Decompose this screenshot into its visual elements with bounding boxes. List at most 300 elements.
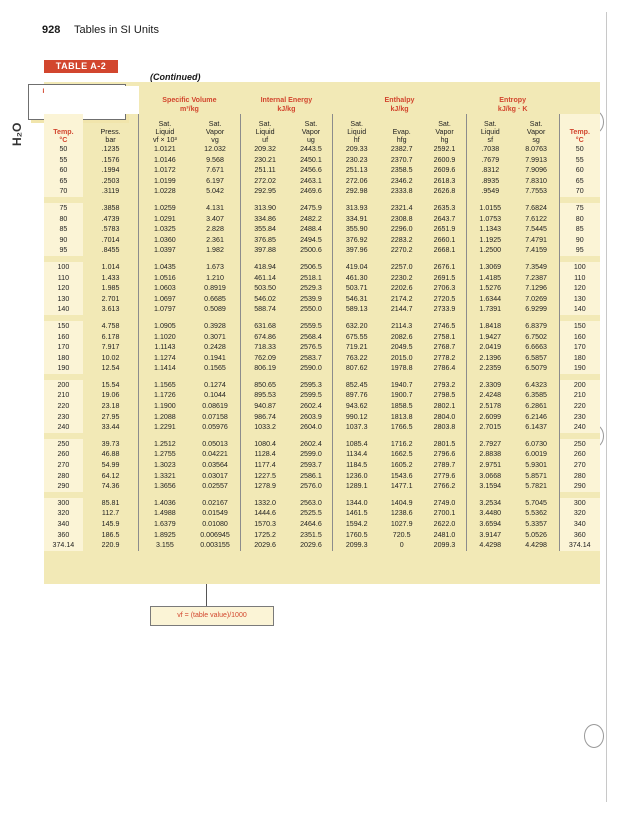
table-cell: 0.2428 <box>204 343 226 352</box>
table-cell: 1.3069 <box>466 262 513 273</box>
table-cell: 6.197 <box>206 176 224 185</box>
table-row <box>44 380 600 391</box>
table-row <box>44 439 600 450</box>
table-cell: .2503 <box>101 176 120 185</box>
table-row <box>44 519 600 530</box>
table-cell: 6.1437 <box>525 423 547 432</box>
table-cell: 719.21 <box>333 342 380 353</box>
table-cell: 2563.0 <box>300 498 322 507</box>
table-cell: 588.74 <box>240 304 290 315</box>
table-cell: 3.0668 <box>466 471 513 482</box>
table-cell: 2082.6 <box>390 332 413 341</box>
table-cell: 5.9301 <box>525 461 547 470</box>
table-cell: 3.4480 <box>466 508 513 519</box>
table-cell: 7.4791 <box>525 235 547 244</box>
table-cell: 2758.1 <box>433 332 456 341</box>
table-cell: 15.54 <box>101 380 120 389</box>
table-cell: 1461.5 <box>333 508 380 519</box>
table-cell: 2.0419 <box>466 342 513 353</box>
table-cell: 1.210 <box>206 273 224 282</box>
table-cell: 0.03017 <box>202 471 228 480</box>
table-cell: 2.6099 <box>466 412 513 423</box>
table-cell: 340 <box>44 519 83 530</box>
table-cell: 240 <box>559 422 600 433</box>
table-row <box>44 214 600 225</box>
table-cell: 1.1143 <box>139 342 191 353</box>
table-cell: 5.5362 <box>525 509 547 518</box>
table-cell: 2.9751 <box>466 460 513 471</box>
table-cell: .7038 <box>466 144 513 155</box>
table-cell: 1.0325 <box>139 224 191 235</box>
table-cell: 2804.0 <box>433 412 456 421</box>
table-cell: 6.8379 <box>525 321 547 330</box>
table-cell: 1.0228 <box>139 186 191 197</box>
saturated-water-table <box>44 86 600 551</box>
table-cell: 1.982 <box>206 246 224 255</box>
table-cell: 2144.7 <box>390 305 413 314</box>
table-cell: 1.0397 <box>139 245 191 256</box>
table-cell: 7.9096 <box>525 166 547 175</box>
table-cell: 220 <box>559 401 600 412</box>
table-cell: 1.2291 <box>139 422 191 433</box>
table-cell: 2602.4 <box>300 402 322 411</box>
table-cell: 2114.3 <box>391 321 413 330</box>
table-cell: 7.0269 <box>525 294 547 303</box>
table-cell: 6.4323 <box>525 380 547 389</box>
table-cell: 6.6663 <box>525 343 547 352</box>
table-cell: 2015.0 <box>390 353 413 362</box>
table-cell: 2789.7 <box>433 461 456 470</box>
table-row <box>44 449 600 460</box>
table-cell: 210 <box>559 390 600 401</box>
table-cell: 140 <box>44 304 83 315</box>
column-header-row <box>44 114 600 144</box>
table-cell: 70 <box>44 186 83 197</box>
table-cell: 374.14 <box>559 540 600 551</box>
table-cell: 397.88 <box>240 245 290 256</box>
table-cell: 1940.7 <box>390 380 413 389</box>
table-cell: 7.671 <box>206 166 224 175</box>
table-cell: 180 <box>559 353 600 364</box>
table-cell: 1080.4 <box>240 439 290 450</box>
table-cell: 0.006945 <box>200 530 230 539</box>
table-cell: 2525.5 <box>300 509 322 518</box>
table-cell: 1605.2 <box>390 461 413 470</box>
table-cell: 7.1296 <box>525 284 547 293</box>
table-cell: 2592.1 <box>433 145 456 153</box>
table-cell: 23.18 <box>101 402 120 411</box>
table-cell: 1177.4 <box>240 460 290 471</box>
table-cell: 2568.4 <box>300 332 322 341</box>
table-row <box>44 460 600 471</box>
table-cell: 2635.3 <box>433 203 456 212</box>
table-cell: 1.2755 <box>139 449 191 460</box>
table-cell: 95 <box>559 245 600 256</box>
table-cell: 260 <box>44 449 83 460</box>
table-row <box>44 540 600 551</box>
table-cell: 50 <box>559 144 600 155</box>
table-cell: 0.3928 <box>204 321 226 330</box>
table-cell: 2793.2 <box>433 380 456 389</box>
table-cell: 2481.0 <box>433 530 456 539</box>
table-cell: 1332.0 <box>240 498 290 509</box>
table-body <box>44 144 600 551</box>
table-cell: 2786.4 <box>433 364 456 373</box>
table-cell: 2643.7 <box>433 214 456 223</box>
table-cell: .3119 <box>101 187 120 196</box>
table-cell: 0.05013 <box>202 439 228 448</box>
table-cell: .7014 <box>101 235 120 244</box>
table-cell: 280 <box>44 471 83 482</box>
table-cell: 0 <box>399 541 404 550</box>
table-cell: 503.71 <box>333 283 380 294</box>
table-cell: 160 <box>559 332 600 343</box>
table-row <box>44 224 600 235</box>
table-cell: 2456.6 <box>300 166 322 175</box>
table-cell: 1477.1 <box>390 482 413 491</box>
table-cell: 120 <box>559 283 600 294</box>
table-cell: 1134.4 <box>333 449 380 460</box>
table-cell: 55 <box>559 155 600 166</box>
table-cell: 1027.9 <box>390 520 413 528</box>
group-enthalpy: Enthalpy kJ/kg <box>384 96 415 113</box>
table-cell: 1184.5 <box>333 460 380 471</box>
table-row <box>44 155 600 166</box>
table-cell: 230 <box>559 412 600 423</box>
table-cell: 272.06 <box>333 176 380 187</box>
group-entropy: Entropy kJ/kg · K <box>497 96 528 113</box>
table-cell: 0.1941 <box>204 353 226 362</box>
table-cell: 2778.2 <box>433 353 456 362</box>
table-cell: 2559.5 <box>300 321 322 330</box>
table-cell: 7.8310 <box>525 176 547 185</box>
table-cell: 2733.9 <box>433 305 456 314</box>
table-cell: 762.09 <box>240 353 290 364</box>
header-temp-right: Temp. °C <box>559 114 600 144</box>
table-cell: 2.7015 <box>466 422 513 433</box>
table-cell: 0.02557 <box>202 482 228 491</box>
table-cell: 70 <box>559 186 600 197</box>
table-cell: 763.22 <box>333 353 380 364</box>
table-cell: 145.9 <box>101 520 120 528</box>
table-cell: 2257.0 <box>390 262 413 271</box>
continued-note: (Continued) <box>150 72 201 82</box>
table-cell: .8935 <box>466 176 513 187</box>
table-cell: .1576 <box>101 155 120 164</box>
table-cell: 2609.6 <box>433 166 456 175</box>
table-cell: 360 <box>559 530 600 541</box>
table-cell: 355.90 <box>333 224 380 235</box>
header-press: Press. bar <box>100 128 121 144</box>
table-cell: 55 <box>44 155 83 166</box>
table-cell: 1.0146 <box>139 155 191 166</box>
table-cell: 2602.4 <box>300 439 322 448</box>
header-temp: Temp. °C <box>44 114 83 144</box>
table-cell: 2550.0 <box>300 305 322 314</box>
table-cell: 674.86 <box>240 332 290 343</box>
table-cell: 200 <box>44 380 83 391</box>
table-cell: 1.0697 <box>139 294 191 305</box>
table-cell: 6.3585 <box>525 391 547 400</box>
table-cell: 1289.1 <box>333 481 380 492</box>
running-title: Tables in SI Units <box>74 24 159 36</box>
table-cell: 2539.9 <box>300 294 322 303</box>
table-cell: 85 <box>44 224 83 235</box>
table-cell: 2518.1 <box>300 273 322 282</box>
table-cell: 1.3023 <box>139 460 191 471</box>
table-cell: 85.81 <box>101 498 120 507</box>
table-cell: 2469.6 <box>300 187 322 196</box>
table-cell: 986.74 <box>240 412 290 423</box>
table-cell: 943.62 <box>333 401 380 412</box>
table-cell: 1236.0 <box>333 471 380 482</box>
table-cell: 852.45 <box>333 380 380 391</box>
table-cell: 251.11 <box>240 165 290 176</box>
table-cell: 210 <box>44 390 83 401</box>
table-cell: 313.93 <box>333 203 380 214</box>
table-cell: 2463.1 <box>300 176 322 185</box>
table-cell: 80 <box>44 214 83 225</box>
table-cell: 2.4248 <box>466 390 513 401</box>
table-cell: 292.95 <box>240 186 290 197</box>
table-cell: 897.76 <box>333 390 380 401</box>
table-row <box>44 412 600 423</box>
table-cell: 2618.3 <box>433 176 456 185</box>
table-cell: 209.32 <box>240 144 290 155</box>
table-cell: 1813.8 <box>390 412 413 421</box>
table-cell: 160 <box>44 332 83 343</box>
table-cell: .5783 <box>101 225 120 234</box>
table-cell: 5.8571 <box>525 471 547 480</box>
table-cell: 2.3309 <box>466 380 513 391</box>
table-cell: 1.5276 <box>466 283 513 294</box>
table-cell: 230.21 <box>240 155 290 166</box>
table-cell: 2351.5 <box>300 530 322 539</box>
table-cell: 1.2088 <box>139 412 191 423</box>
header-hfg: Evap. hfg <box>392 128 411 144</box>
table-cell: 374.14 <box>44 540 83 551</box>
table-cell: 807.62 <box>333 363 380 374</box>
table-cell: 2802.1 <box>433 402 456 411</box>
table-cell: 7.917 <box>101 343 120 352</box>
table-cell: 6.5857 <box>525 353 547 362</box>
table-cell: 2595.3 <box>300 380 322 389</box>
table-cell: 200 <box>559 380 600 391</box>
table-cell: 1725.2 <box>240 530 290 541</box>
table-cell: 1.433 <box>101 273 120 282</box>
table-cell: 2700.1 <box>433 509 456 518</box>
table-cell: 2.7927 <box>466 439 513 450</box>
table-cell: 1.6379 <box>139 519 191 530</box>
page-edge <box>606 12 607 802</box>
table-cell: 1.4036 <box>139 498 191 509</box>
table-cell: 3.6594 <box>466 519 513 530</box>
table-cell: 1.0753 <box>466 214 513 225</box>
header-vg: Sat. Vapor vg <box>205 120 225 144</box>
table-cell: 990.12 <box>333 412 380 423</box>
table-row <box>44 262 600 273</box>
table-cell: 1.7391 <box>466 304 513 315</box>
table-cell: 1.0516 <box>139 273 191 284</box>
table-cell: 6.178 <box>101 332 120 341</box>
table-cell: 5.7821 <box>525 482 547 491</box>
table-cell: 130 <box>559 294 600 305</box>
table-row <box>44 245 600 256</box>
table-cell: 0.1044 <box>204 391 226 400</box>
table-cell: 2766.2 <box>433 482 456 491</box>
table-cell: 2622.0 <box>433 520 456 528</box>
table-cell: .7679 <box>466 155 513 166</box>
table-cell: 90 <box>44 235 83 246</box>
table-cell: 270 <box>44 460 83 471</box>
table-cell: 418.94 <box>240 262 290 273</box>
table-cell: 112.7 <box>101 509 120 518</box>
table-cell: 190 <box>559 363 600 374</box>
table-row <box>44 186 600 197</box>
table-cell: 2720.5 <box>433 294 456 303</box>
table-cell: 90 <box>559 235 600 246</box>
table-row <box>44 401 600 412</box>
table-cell: 2500.6 <box>300 246 322 255</box>
table-cell: 720.5 <box>392 530 411 539</box>
table-cell: 5.0526 <box>525 530 547 539</box>
table-cell: 6.2861 <box>525 402 547 411</box>
table-cell: 461.30 <box>333 273 380 284</box>
table-cell: 2801.5 <box>433 439 456 448</box>
table-cell: 2488.4 <box>300 225 322 234</box>
table-cell: 270 <box>559 460 600 471</box>
table-cell: 0.01080 <box>202 520 228 528</box>
table-cell: 4.4298 <box>466 540 513 551</box>
table-row <box>44 342 600 353</box>
table-cell: 2494.5 <box>300 235 322 244</box>
table-cell: 280 <box>559 471 600 482</box>
table-cell: 6.0730 <box>525 439 547 448</box>
table-cell: 1662.5 <box>390 450 413 459</box>
table-cell: 320 <box>559 508 600 519</box>
table-cell: 1.4185 <box>466 273 513 284</box>
table-cell: 300 <box>559 498 600 509</box>
table-cell: 1.1925 <box>466 235 513 246</box>
table-cell: 546.02 <box>240 294 290 305</box>
table-row <box>44 165 600 176</box>
table-cell: 2604.0 <box>300 423 322 432</box>
table-cell: 5.042 <box>206 187 224 196</box>
table-cell: 1.0172 <box>139 165 191 176</box>
table-cell: 2321.4 <box>390 203 413 212</box>
table-cell: 75 <box>559 203 600 214</box>
table-cell: 1.0360 <box>139 235 191 246</box>
table-cell: 220 <box>44 401 83 412</box>
table-cell: 140 <box>559 304 600 315</box>
table-cell: 1.1565 <box>139 380 191 391</box>
table-cell: 65 <box>559 176 600 187</box>
table-row <box>44 321 600 332</box>
table-cell: 1.0435 <box>139 262 191 273</box>
group-internal-energy: Internal Energy kJ/kg <box>260 96 313 113</box>
header-sg: Sat. Vapor sg <box>526 120 546 144</box>
table-cell: 1.0259 <box>139 203 191 214</box>
table-cell: 250 <box>559 439 600 450</box>
table-cell: 1128.4 <box>240 449 290 460</box>
table-cell: 376.85 <box>240 235 290 246</box>
table-cell: 1.1726 <box>139 390 191 401</box>
table-cell: 0.5089 <box>204 305 226 314</box>
table-cell: 1.0291 <box>139 214 191 225</box>
table-cell: 240 <box>44 422 83 433</box>
table-cell: 1278.9 <box>240 481 290 492</box>
table-cell: 2358.5 <box>390 166 413 175</box>
table-cell: 2270.2 <box>390 246 413 255</box>
table-row <box>44 481 600 492</box>
table-cell: 6.7502 <box>525 332 547 341</box>
table-cell: 54.99 <box>101 461 120 470</box>
table-cell: 2600.9 <box>433 155 456 164</box>
table-cell: 1.6344 <box>466 294 513 305</box>
table-cell: 1.014 <box>101 262 120 271</box>
table-cell: 2590.0 <box>300 364 322 373</box>
table-cell: 2691.5 <box>433 273 456 282</box>
header-hf: Sat. Liquid hf <box>333 114 380 144</box>
table-cell: 2746.5 <box>433 321 456 330</box>
table-cell: 1.3321 <box>139 471 191 482</box>
table-cell: 0.03564 <box>202 461 228 470</box>
table-cell: 0.6685 <box>204 294 226 303</box>
table-row <box>44 508 600 519</box>
table-cell: 589.13 <box>333 304 380 315</box>
table-cell: 272.02 <box>240 176 290 187</box>
table-cell: 3.407 <box>206 214 224 223</box>
table-row <box>44 273 600 284</box>
table-cell: .9549 <box>466 186 513 197</box>
table-cell: 1.1900 <box>139 401 191 412</box>
table-cell: 0.05976 <box>202 423 228 432</box>
table-cell: 2174.2 <box>390 294 413 303</box>
table-cell: 2576.0 <box>300 482 322 491</box>
table-cell: 419.04 <box>333 262 380 273</box>
table-cell: 2283.2 <box>390 235 413 244</box>
table-cell: 1978.8 <box>390 364 413 373</box>
table-cell: 1.3656 <box>139 481 191 492</box>
table-cell: 8.0763 <box>525 145 547 153</box>
table-cell: 2049.5 <box>390 343 413 352</box>
table-cell: 2475.9 <box>300 203 322 212</box>
table-cell: 1.0155 <box>466 203 513 214</box>
table-cell: 60 <box>559 165 600 176</box>
substance-side-label: H₂O <box>10 122 24 146</box>
table-cell: 2798.5 <box>433 391 456 400</box>
table-cell: 7.5445 <box>525 225 547 234</box>
header-sf: Sat. Liquid sf <box>466 114 513 144</box>
table-cell: 1.0603 <box>139 283 191 294</box>
table-cell: 2660.1 <box>433 235 456 244</box>
table-cell: 65 <box>44 176 83 187</box>
table-cell: 2749.0 <box>433 498 456 507</box>
table-cell: 334.86 <box>240 214 290 225</box>
table-cell: 360 <box>44 530 83 541</box>
table-cell: 170 <box>559 342 600 353</box>
table-cell: 376.92 <box>333 235 380 246</box>
table-cell: 12.54 <box>101 364 120 373</box>
table-cell: 180 <box>44 353 83 364</box>
table-cell: 1.673 <box>206 262 224 271</box>
table-cell: 74.36 <box>101 482 120 491</box>
table-cell: 2029.6 <box>240 540 290 551</box>
table-cell: 0.003155 <box>200 541 230 550</box>
table-cell: 2796.6 <box>433 450 456 459</box>
table-cell: 2576.5 <box>300 343 322 352</box>
table-cell: 6.5079 <box>525 364 547 373</box>
